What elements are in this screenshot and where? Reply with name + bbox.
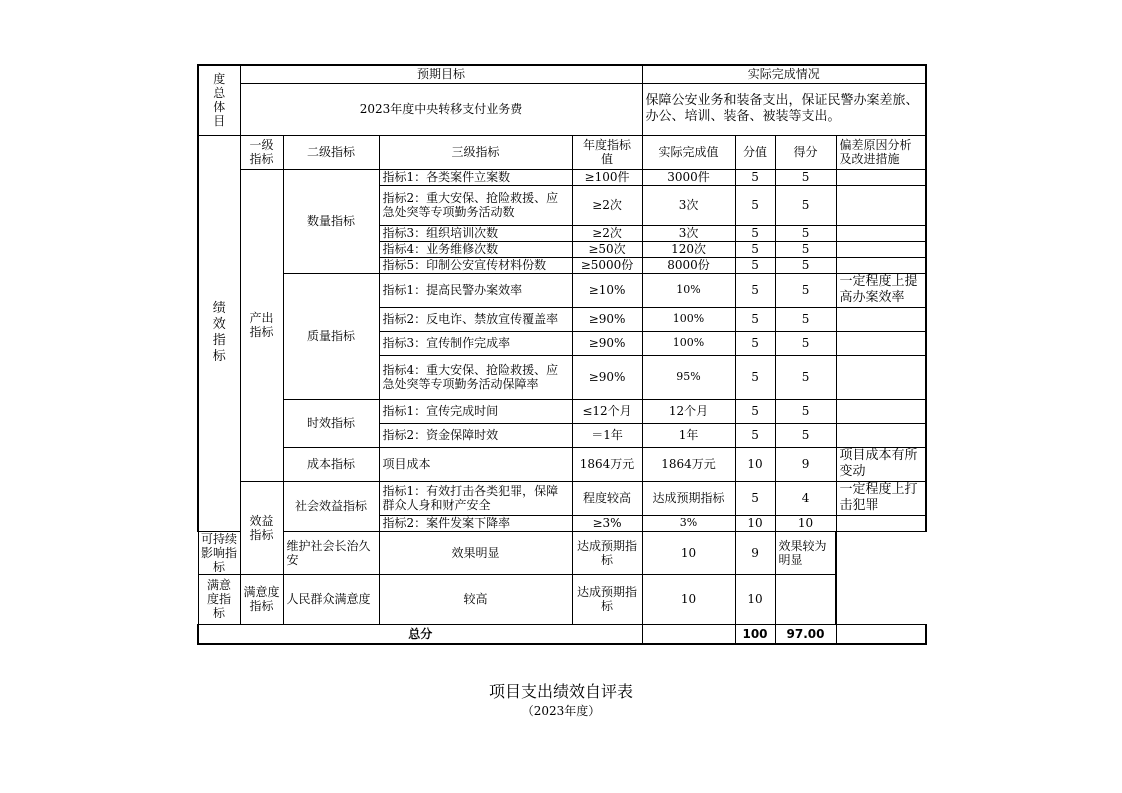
table-cell: 5 — [735, 257, 775, 273]
table-cell — [836, 331, 926, 355]
table-cell — [836, 355, 926, 399]
quantity-indicator-label: 数量指标 — [283, 169, 379, 273]
table-cell: 一定程度上打击犯罪 — [836, 481, 926, 515]
table-cell: 指标1：各类案件立案数 — [379, 169, 572, 185]
table-cell: 5 — [775, 185, 836, 225]
table-cell: 3% — [642, 515, 735, 531]
table-cell: 5 — [735, 273, 775, 307]
quality-indicator-label: 质量指标 — [283, 273, 379, 399]
table-cell — [836, 423, 926, 447]
table-cell: 项目成本有所变动 — [836, 447, 926, 481]
table-cell: 达成预期指标 — [572, 531, 642, 574]
table-cell: 9 — [775, 447, 836, 481]
table-cell: 指标1：宣传完成时间 — [379, 399, 572, 423]
table-cell: 9 — [735, 531, 775, 574]
benefit-indicator-label: 效益 指标 — [240, 481, 283, 574]
table-cell — [836, 399, 926, 423]
table-cell: 10% — [642, 273, 735, 307]
table-cell: ≥3% — [572, 515, 642, 531]
table-cell: 5 — [735, 185, 775, 225]
table-cell: 效果明显 — [379, 531, 572, 574]
table-cell: 10 — [735, 447, 775, 481]
performance-indicator-label: 绩 效 指 标 — [198, 135, 240, 531]
table-cell: 指标3：组织培训次数 — [379, 225, 572, 241]
table-cell: 5 — [775, 225, 836, 241]
sustainable-indicator-label: 可持续影响指标 — [198, 531, 240, 574]
table-cell: 效果较为明显 — [775, 531, 836, 574]
table-cell: 10 — [735, 574, 775, 624]
cost-indicator-label: 成本指标 — [283, 447, 379, 481]
table-cell: 5 — [775, 169, 836, 185]
table-cell: ＝1年 — [572, 423, 642, 447]
table-cell: 120次 — [642, 241, 735, 257]
table-cell — [642, 624, 735, 644]
table-cell: 维护社会长治久安 — [283, 531, 379, 574]
table-cell: ≥2次 — [572, 185, 642, 225]
actual-completion-text: 保障公安业务和装备支出，保证民警办案差旅、办公、培训、装备、被装等支出。 — [642, 83, 926, 135]
table-cell: 5 — [775, 241, 836, 257]
table-cell: 10 — [775, 515, 836, 531]
table-cell — [836, 515, 926, 531]
table-cell: 指标1：提高民警办案效率 — [379, 273, 572, 307]
table-cell — [836, 225, 926, 241]
social-benefit-indicator-label: 社会效益指标 — [283, 481, 379, 531]
table-cell — [836, 307, 926, 331]
table-cell: ≥5000份 — [572, 257, 642, 273]
table-cell: 指标2：案件发案下降率 — [379, 515, 572, 531]
total-score: 97.00 — [775, 624, 836, 644]
table-cell: ≥90% — [572, 307, 642, 331]
satisfaction-sub-label: 满意度指标 — [240, 574, 283, 624]
table-cell: 较高 — [379, 574, 572, 624]
table-cell: 8000份 — [642, 257, 735, 273]
column-deviation: 偏差原因分析 及改进措施 — [836, 135, 926, 169]
table-cell: 10 — [735, 515, 775, 531]
table-cell: ≥90% — [572, 331, 642, 355]
actual-completion-header: 实际完成情况 — [642, 65, 926, 83]
table-cell: 项目成本 — [379, 447, 572, 481]
expected-goal-header: 预期目标 — [240, 65, 642, 83]
table-cell: 10 — [642, 574, 735, 624]
total-label: 总分 — [198, 624, 642, 644]
table-cell: 一定程度上提高办案效率 — [836, 273, 926, 307]
table-cell: 95% — [642, 355, 735, 399]
overall-goal-label: 度 总 体 目 — [198, 65, 240, 135]
table-cell: 指标1：有效打击各类犯罪，保障群众人身和财产安全 — [379, 481, 572, 515]
table-cell — [836, 257, 926, 273]
column-level2: 二级指标 — [283, 135, 379, 169]
total-weight: 100 — [735, 624, 775, 644]
expected-goal-text: 2023年度中央转移支付业务费 — [240, 83, 642, 135]
table-cell: 指标2：反电诈、禁放宣传覆盖率 — [379, 307, 572, 331]
table-cell: ≥90% — [572, 355, 642, 399]
table-cell — [836, 241, 926, 257]
table-cell: ≥100件 — [572, 169, 642, 185]
timeliness-indicator-label: 时效指标 — [283, 399, 379, 447]
table-cell: 3次 — [642, 225, 735, 241]
table-cell: 指标2：资金保障时效 — [379, 423, 572, 447]
table-cell: 10 — [642, 531, 735, 574]
table-cell: ≥2次 — [572, 225, 642, 241]
table-cell: 5 — [735, 423, 775, 447]
table-cell: 5 — [735, 481, 775, 515]
table-cell: 5 — [735, 241, 775, 257]
table-cell: 指标5：印制公安宣传材料份数 — [379, 257, 572, 273]
column-annual-value: 年度指标 值 — [572, 135, 642, 169]
performance-table — [197, 64, 927, 645]
column-level3: 三级指标 — [379, 135, 572, 169]
column-actual-value: 实际完成值 — [642, 135, 735, 169]
table-cell: 3000件 — [642, 169, 735, 185]
table-cell: 12个月 — [642, 399, 735, 423]
table-cell: 程度较高 — [572, 481, 642, 515]
table-cell: 1年 — [642, 423, 735, 447]
table-cell: 3次 — [642, 185, 735, 225]
table-cell — [775, 574, 836, 624]
table-cell: 人民群众满意度 — [283, 574, 379, 624]
table-cell: 1864万元 — [642, 447, 735, 481]
table-cell: 5 — [775, 273, 836, 307]
column-weight: 分值 — [735, 135, 775, 169]
document-year: （2023年度） — [521, 704, 601, 718]
satisfaction-indicator-label: 满意 度指 标 — [198, 574, 240, 624]
table-cell: 5 — [735, 399, 775, 423]
table-cell: 5 — [775, 423, 836, 447]
table-cell: 5 — [735, 307, 775, 331]
table-cell: 4 — [775, 481, 836, 515]
column-level1: 一级 指标 — [240, 135, 283, 169]
table-cell: ≤12个月 — [572, 399, 642, 423]
table-cell: 5 — [775, 307, 836, 331]
table-cell: 指标4：重大安保、抢险救援、应急处突等专项勤务活动保障率 — [379, 355, 572, 399]
table-cell: 5 — [735, 225, 775, 241]
table-cell: 达成预期指标 — [572, 574, 642, 624]
table-cell: 100% — [642, 307, 735, 331]
table-cell: 1864万元 — [572, 447, 642, 481]
table-cell: 5 — [735, 169, 775, 185]
table-cell: 5 — [775, 399, 836, 423]
table-cell — [836, 169, 926, 185]
table-cell: 5 — [735, 355, 775, 399]
table-cell: 指标2：重大安保、抢险救援、应急处突等专项勤务活动数 — [379, 185, 572, 225]
output-indicator-label: 产出 指标 — [240, 169, 283, 481]
table-cell: 达成预期指标 — [642, 481, 735, 515]
table-cell: ≥50次 — [572, 241, 642, 257]
table-cell: 5 — [775, 355, 836, 399]
table-cell: 指标4：业务维修次数 — [379, 241, 572, 257]
table-cell: 100% — [642, 331, 735, 355]
table-cell: 5 — [735, 331, 775, 355]
table-cell — [836, 185, 926, 225]
table-cell: ≥10% — [572, 273, 642, 307]
column-score: 得分 — [775, 135, 836, 169]
document-title: 项目支出绩效自评表 — [488, 682, 633, 701]
table-cell — [836, 624, 926, 644]
table-cell: 5 — [775, 257, 836, 273]
table-cell: 5 — [775, 331, 836, 355]
table-cell: 指标3：宣传制作完成率 — [379, 331, 572, 355]
